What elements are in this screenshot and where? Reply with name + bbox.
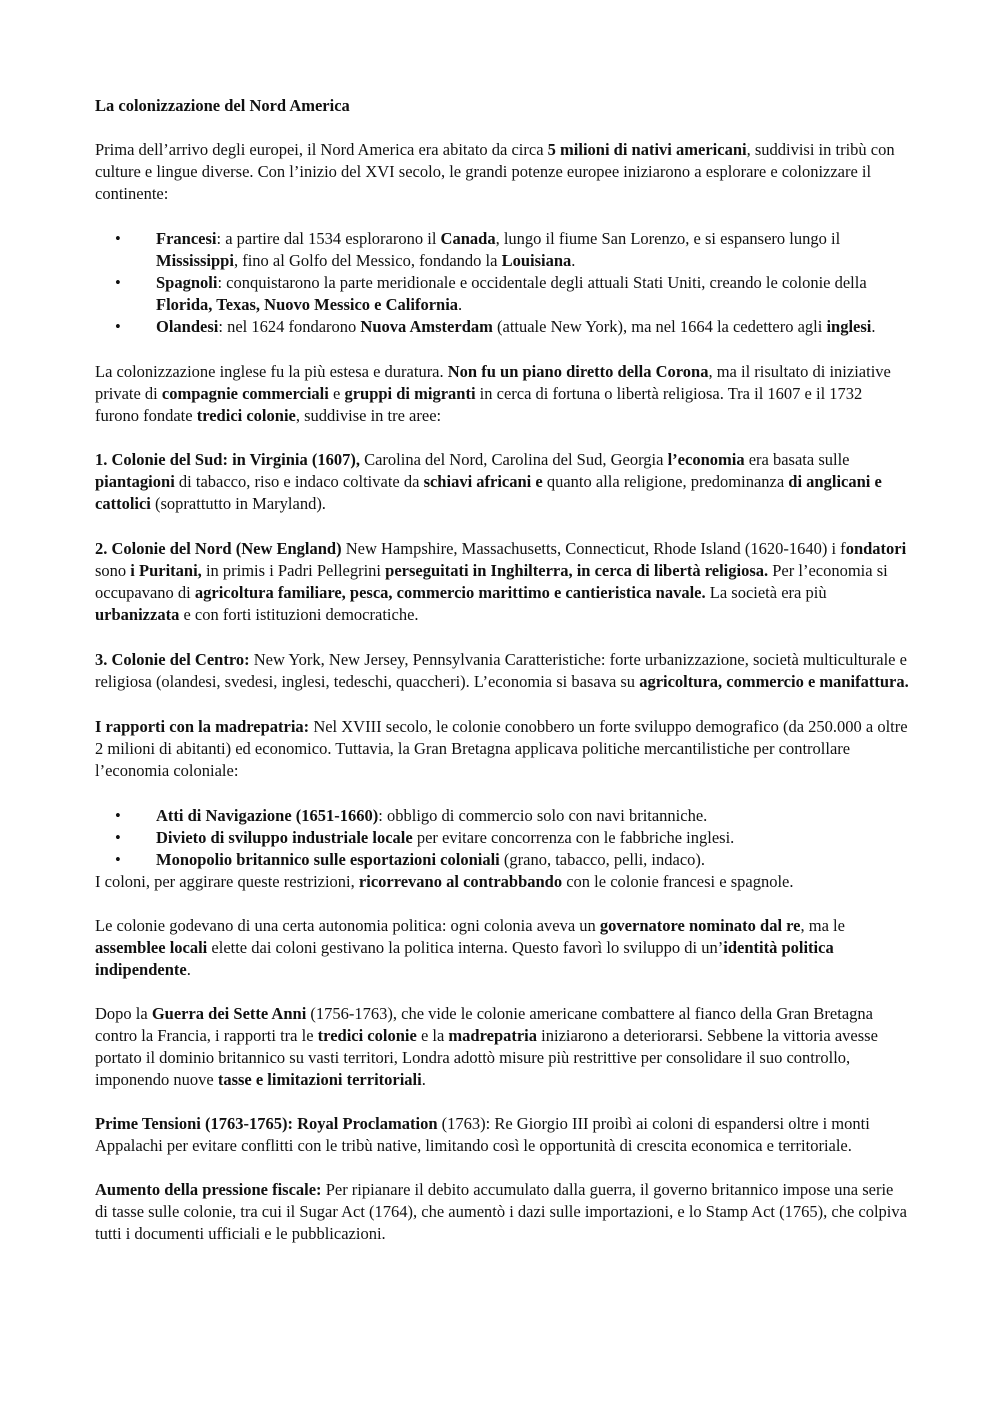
list-item: • Spagnoli: conquistarono la parte meridionale e occidentale degli attuali Stati Uniti, creando le colonie della Florida, Texas, Nuovo Messico e California. [115,273,867,314]
mercantilist-policies-list [95,805,910,871]
document-title: La colonizzazione del Nord America [95,96,350,115]
north-colonies-paragraph: 2. Colonie del Nord (New England) New Hampshire, Massachusetts, Connecticut, Rhode Island (1620-1640) i fondatori sono i Puritani, in primis i Padri Pellegrini perseguitati in Inghilterra, in cerca di libertà religiosa. Per l’economia si occupavano di agricoltura familiare, pesca, commercio marittimo e cantieristica navale. La società era più urbanizzata e con forti istituzioni democratiche. [95,539,907,624]
bullet-icon: • [115,806,121,825]
list-item: • Francesi: a partire dal 1534 esplorarono il Canada, lungo il fiume San Lorenzo, e si espansero lungo il Mississippi, fino al Golfo del Messico, fondando la Louisiana. [115,229,841,270]
english-colonization-paragraph: La colonizzazione inglese fu la più estesa e duratura. Non fu un piano diretto della Corona, ma il risultato di iniziative private di compagnie commerciali e gruppi di migranti in cerca di fortuna o libertà religiosa. Tra il 1607 e il 1732 furono fondate tredici colonie, suddivise in tre aree: [95,362,891,425]
document-page [95,95,910,1245]
first-tensions-paragraph: Prime Tensioni (1763-1765): Royal Proclamation (1763): Re Giorgio III proibì ai coloni di espandersi oltre i monti Appalachi per evitare conflitti con le tribù native, limitando così le opportunità di crescita economica e territoriale. [95,1114,870,1155]
seven-years-war-paragraph: Dopo la Guerra dei Sette Anni (1756-1763), che vide le colonie americane combattere al fianco della Gran Bretagna contro la Francia, i rapporti tra le tredici colonie e la madrepatria iniziarono a deteriorarsi. Sebbene la vittoria avesse portato il dominio britannico su vasti territori, Londra adottò misure più restrittive per consolidare il suo controllo, imponendo nuove tasse e limitazioni territoriali. [95,1004,878,1089]
bullet-icon: • [115,317,121,336]
autonomy-paragraph: Le colonie godevano di una certa autonomia politica: ogni colonia aveva un governatore nominato dal re, ma le assemblee locali elette dai coloni gestivano la politica interna. Questo favorì lo sviluppo di un’identità politica indipendente. [95,916,845,979]
bullet-icon: • [115,850,121,869]
list-item: • Atti di Navigazione (1651-1660): obbligo di commercio solo con navi britanniche. [115,806,708,825]
bullet-icon: • [115,828,121,847]
south-colonies-paragraph: 1. Colonie del Sud: in Virginia (1607), Carolina del Nord, Carolina del Sud, Georgia l’economia era basata sulle piantagioni di tabacco, riso e indaco coltivate da schiavi africani e quanto alla religione, predominanza di anglicani e cattolici (soprattutto in Maryland). [95,450,882,513]
bullet-icon: • [115,229,121,248]
relations-paragraph: I rapporti con la madrepatria: Nel XVIII secolo, le colonie conobbero un forte sviluppo demografico (da 250.000 a oltre 2 milioni di abitanti) ed economico. Tuttavia, la Gran Bretagna applicava politiche mercantilistiche per controllare l’economia coloniale: [95,717,908,780]
fiscal-pressure-paragraph: Aumento della pressione fiscale: Per ripianare il debito accumulato dalla guerra, il governo britannico impose una serie di tasse sulle colonie, tra cui il Sugar Act (1764), che aumentò i dazi sulle importazioni, e lo Stamp Act (1765), che colpiva tutti i documenti ufficiali e le pubblicazioni. [95,1180,907,1243]
bullet-icon: • [115,273,121,292]
smuggling-paragraph: I coloni, per aggirare queste restrizioni, ricorrevano al contrabbando con le colonie francesi e spagnole. [95,872,794,891]
center-colonies-paragraph: 3. Colonie del Centro: New York, New Jersey, Pennsylvania Caratteristiche: forte urbanizzazione, società multiculturale e religiosa (olandesi, svedesi, inglesi, tedeschi, quaccheri). L’economia si basava su agricoltura, commercio e manifattura. [95,650,909,691]
intro-paragraph: Prima dell’arrivo degli europei, il Nord America era abitato da circa 5 milioni di nativi americani, suddivisi in tribù con culture e lingue diverse. Con l’inizio del XVI secolo, le grandi potenze europee iniziarono a esplorare e colonizzare il continente: [95,140,895,203]
european-powers-list [95,228,910,338]
list-item: • Divieto di sviluppo industriale locale per evitare concorrenza con le fabbriche inglesi. [115,828,735,847]
list-item: • Olandesi: nel 1624 fondarono Nuova Amsterdam (attuale New York), ma nel 1664 la cedettero agli inglesi. [115,317,876,336]
list-item: • Monopolio britannico sulle esportazioni coloniali (grano, tabacco, pelli, indaco). [115,850,706,869]
